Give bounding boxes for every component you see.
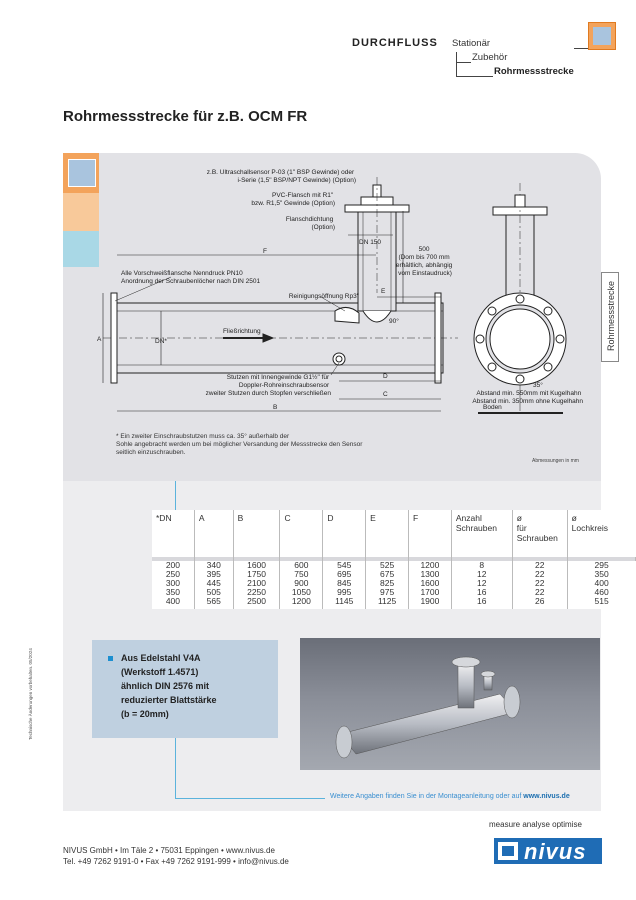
table-cell: 2100 [233, 579, 280, 588]
table-header: B [233, 510, 280, 557]
table-cell: 350 [567, 570, 635, 579]
table-cell: 26 [512, 597, 567, 609]
more-info-note: Weitere Angaben finden Sie in der Montageanleitung oder auf www.nivus.de [330, 793, 570, 800]
table-cell: 1700 [409, 588, 452, 597]
material-text: Aus Edelstahl V4A (Werkstoff 1.4571) ähnlich DIN 2576 mit reduzierter Blattstärke (b = 20mm) [121, 653, 217, 719]
breadcrumb-level-2: Zubehör [472, 52, 508, 63]
table-cell: 350 [152, 588, 194, 597]
breadcrumb-level-1: Stationär [452, 38, 491, 49]
dim-f: F [263, 248, 267, 255]
table-cell: 825 [366, 579, 409, 588]
table-cell: 22 [512, 579, 567, 588]
table-header: A [194, 510, 233, 557]
table-header: ø für Schrauben [512, 510, 567, 557]
table-cell: 1600 [233, 561, 280, 570]
table-cell: 445 [194, 579, 233, 588]
website-link[interactable]: www.nivus.de [523, 793, 570, 800]
table-cell: 515 [567, 597, 635, 609]
height-label: 500 (Dom bis 700 mm erhältlich, abhängig vom Einstaudruck) [395, 246, 453, 277]
dn150-label: DN 150 [359, 239, 382, 246]
table-cell: 600 [280, 561, 323, 570]
table-cell: 22 [512, 570, 567, 579]
material-callout [92, 640, 278, 738]
page-title: Rohrmessstrecke für z.B. OCM FR [63, 108, 308, 125]
table-cell: 1900 [409, 597, 452, 609]
table-cell: 750 [280, 570, 323, 579]
table-cell: 250 [152, 570, 194, 579]
table-cell: 400 [152, 597, 194, 609]
table-cell: 395 [194, 570, 233, 579]
sensor-label: z.B. Ultraschallsensor P-03 (1" BSP Gewinde) oder i-Serie (1,5" BSP/NPT Gewinde) (Option) [206, 169, 356, 184]
header-rule [574, 48, 588, 49]
category-title: DURCHFLUSS [352, 37, 438, 49]
connector-line [175, 738, 176, 798]
table-header: ø Lochkreis [567, 510, 635, 557]
dim-b: B [273, 404, 278, 411]
table-cell: 675 [366, 570, 409, 579]
table-header: Anzahl Schrauben [451, 510, 512, 557]
table-cell: 295 [567, 561, 635, 570]
table-cell: 2250 [233, 588, 280, 597]
table-cell: 2500 [233, 597, 280, 609]
dim-d: D [383, 373, 388, 380]
side-tab: Rohrmessstrecke [601, 272, 619, 362]
table-cell: 400 [567, 579, 635, 588]
technical-drawing [63, 153, 601, 481]
table-header: D [323, 510, 366, 557]
distance-label: Abstand min. 550mm mit Kugelhahn Abstand min. 350mm ohne Kugelhahn [472, 390, 583, 405]
dim-e: E [381, 288, 386, 295]
table-cell: 22 [512, 561, 567, 570]
table-cell: 460 [567, 588, 635, 597]
table-cell: 16 [451, 597, 512, 609]
bullet-icon [108, 656, 113, 661]
table-cell: 1125 [366, 597, 409, 609]
cleaning-label: Reinigungsöffnung Rp3" [288, 293, 359, 300]
table-cell: 8 [451, 561, 512, 570]
table-cell: 340 [194, 561, 233, 570]
table-cell: 12 [451, 579, 512, 588]
flanges-label: Alle Vorschweißflansche Nenndruck PN10 Anordnung der Schraubenlöcher nach DIN 2501 [121, 270, 261, 285]
connector-line [175, 481, 176, 511]
tagline: measure analyse optimise [489, 820, 582, 829]
table-cell: 1050 [280, 588, 323, 597]
table-cell: 1200 [280, 597, 323, 609]
table-cell: 695 [323, 570, 366, 579]
table-cell: 525 [366, 561, 409, 570]
table-header: C [280, 510, 323, 557]
table-cell: 300 [152, 579, 194, 588]
table-cell: 900 [280, 579, 323, 588]
table-cell: 975 [366, 588, 409, 597]
table-cell: 12 [451, 570, 512, 579]
table-cell: 565 [194, 597, 233, 609]
table-cell: 200 [152, 561, 194, 570]
drawing-footnote: * Ein zweiter Einschraubstutzen muss ca. 35° außerhalb der Sohle angebracht werden um bei möglicher Versandung der Messstrecke den Sensor seitlich einzuschrauben. [116, 433, 363, 457]
table-cell: 1200 [409, 561, 452, 570]
table-cell: 1300 [409, 570, 452, 579]
stub-label: Stutzen mit Innengewinde G1½" für Doppler-Rohreinschraubsensor zweiter Stutzen durch Stopfen verschließen [205, 374, 331, 397]
product-photo [300, 638, 600, 770]
dimension-unit-note: Abmessungen in mm [532, 458, 579, 464]
breadcrumb-connector [456, 60, 493, 77]
flow-label: Fließrichtung [223, 328, 261, 335]
table-cell: 845 [323, 579, 366, 588]
product-logo-icon [588, 22, 616, 50]
company-address: NIVUS GmbH • Im Täle 2 • 75031 Eppingen • www.nivus.de Tel. +49 7262 9191-0 • Fax +49 7262 9191-999 • info@nivus.de [63, 846, 289, 866]
table-cell: 22 [512, 588, 567, 597]
dim-a: A [97, 336, 102, 343]
pvc-flange-label: PVC-Flansch mit R1" bzw. R1,5" Gewinde (Option) [251, 192, 335, 207]
dim-c: C [383, 391, 388, 398]
table-cell: 545 [323, 561, 366, 570]
breadcrumb-level-3: Rohrmessstrecke [494, 66, 574, 77]
angle-90: 90° [389, 318, 399, 325]
dimensions-table [152, 510, 636, 609]
legal-note: Technische Änderungen vorbehalten. 05/2024 [28, 648, 33, 740]
dim-dn: DN* [155, 338, 167, 345]
table-cell: 995 [323, 588, 366, 597]
table-cell: 16 [451, 588, 512, 597]
table-cell: 1750 [233, 570, 280, 579]
connector-line [175, 798, 325, 799]
table-header: *DN [152, 510, 194, 557]
table-header: E [366, 510, 409, 557]
table-cell: 505 [194, 588, 233, 597]
table-cell: 1600 [409, 579, 452, 588]
nivus-logo: nivus [494, 838, 602, 864]
seal-label: Flanschdichtung (Option) [285, 216, 335, 231]
angle-35: 35° [533, 382, 543, 389]
table-cell: 1145 [323, 597, 366, 609]
table-header: F [409, 510, 452, 557]
ground-label: Boden [483, 404, 502, 411]
table-row [152, 597, 636, 609]
